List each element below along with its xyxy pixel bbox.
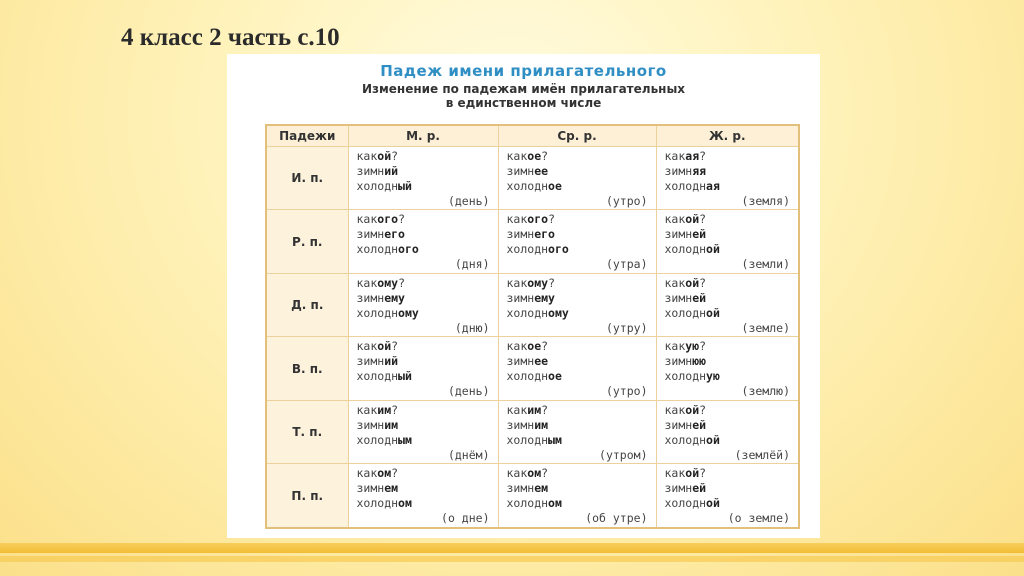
adjective-winter — [507, 227, 652, 242]
question-word — [665, 276, 795, 291]
word-ending: ой — [685, 275, 700, 290]
word-stem: холодн — [356, 369, 399, 384]
word-stem: зимн — [506, 290, 535, 305]
question-mark: ? — [548, 275, 555, 290]
adjective-cold — [507, 179, 652, 194]
adjective-cold — [507, 433, 652, 448]
word-stem: как — [664, 275, 686, 290]
word-ending: ый — [398, 369, 412, 384]
word-stem: как — [506, 339, 528, 354]
word-ending: ое — [527, 339, 542, 354]
word-stem: как — [506, 402, 528, 417]
word-stem: холодн — [506, 432, 549, 447]
adjective-winter — [665, 418, 795, 433]
cell-neut — [498, 400, 656, 463]
word-ending: ему — [534, 290, 555, 305]
example-noun: (земле) — [741, 320, 790, 335]
adjective-cold — [665, 433, 795, 448]
question-word — [357, 466, 494, 481]
example-noun: (утро) — [605, 194, 648, 208]
word-ending: ым — [398, 432, 412, 447]
word-stem: как — [356, 275, 378, 290]
example-noun: (днём) — [447, 447, 490, 462]
header-feminine: Ж. р. — [656, 125, 799, 147]
word-ending: ым — [548, 432, 562, 447]
word-ending: ой — [706, 242, 720, 257]
word-stem: зимн — [506, 481, 535, 496]
word-ending: ое — [527, 149, 542, 163]
table-row — [266, 400, 799, 463]
question-mark: ? — [391, 402, 399, 417]
word-stem: зимн — [356, 164, 385, 178]
word-stem: зимн — [506, 354, 535, 369]
cell-masc — [348, 147, 498, 210]
adjective-winter — [665, 227, 795, 242]
word-stem: холодн — [506, 242, 549, 257]
cell-masc — [348, 337, 498, 400]
word-stem: зимн — [356, 481, 385, 496]
question-mark: ? — [391, 339, 399, 354]
table-row — [266, 147, 799, 210]
word-ending: ый — [398, 179, 412, 193]
question-mark: ? — [398, 275, 405, 290]
word-stem: холодн — [506, 496, 549, 511]
question-mark: ? — [699, 466, 707, 481]
word-stem: холодн — [356, 179, 399, 193]
example-noun: (день) — [447, 384, 490, 399]
adjective-winter — [507, 481, 652, 496]
adjective-cold — [507, 369, 652, 384]
cell-fem — [656, 337, 799, 400]
adjective-cold — [507, 242, 652, 257]
word-ending: его — [384, 227, 405, 242]
example-noun: (дня) — [454, 257, 490, 272]
cell-masc — [348, 400, 498, 463]
cell-neut — [498, 147, 656, 210]
subheading-line-1: Изменение по падежам имён прилагательных — [361, 82, 686, 96]
question-word — [507, 276, 652, 291]
word-ending: ого — [548, 242, 569, 257]
adjective-winter — [665, 354, 795, 369]
word-ending: ей — [692, 290, 707, 305]
word-ending: ому — [398, 305, 419, 320]
adjective-winter — [507, 164, 652, 179]
header-row — [266, 125, 799, 147]
question-mark: ? — [541, 402, 549, 417]
word-ending: ая — [706, 179, 720, 193]
decorative-band — [0, 543, 1024, 553]
word-stem: как — [664, 212, 686, 227]
question-word — [507, 149, 652, 164]
question-mark: ? — [699, 402, 707, 417]
case-label: Р. п. — [266, 210, 348, 273]
word-ending: его — [534, 227, 555, 242]
word-stem: холодн — [664, 305, 707, 320]
word-stem: как — [356, 149, 378, 163]
word-ending: ой — [377, 339, 392, 354]
word-stem: зимн — [664, 354, 693, 369]
word-stem: холодн — [664, 496, 707, 511]
word-ending: ем — [384, 481, 399, 496]
word-stem: зимн — [664, 417, 693, 432]
word-stem: зимн — [356, 227, 385, 242]
example-noun: (утро) — [605, 384, 648, 399]
word-ending: им — [534, 417, 549, 432]
word-ending: ей — [692, 481, 707, 496]
adjective-winter — [357, 227, 494, 242]
cell-neut — [498, 210, 656, 273]
word-ending: ом — [398, 496, 412, 511]
word-stem: зимн — [356, 354, 385, 369]
question-word — [665, 212, 795, 227]
adjective-cold — [665, 306, 795, 321]
adjective-winter — [665, 291, 795, 306]
word-ending: ий — [384, 164, 399, 178]
example-noun: (землёй) — [734, 447, 790, 462]
table-heading: Падеж имени прилагательного — [380, 62, 667, 80]
word-stem: зимн — [506, 417, 535, 432]
word-ending: ой — [377, 149, 392, 163]
question-word — [665, 339, 795, 354]
question-word — [357, 403, 494, 418]
word-stem: как — [356, 212, 378, 227]
word-ending: ом — [377, 466, 392, 481]
word-ending: ую — [706, 369, 720, 384]
question-word — [357, 276, 494, 291]
word-ending: им — [527, 402, 542, 417]
adjective-cold — [357, 306, 494, 321]
cell-neut — [498, 273, 656, 336]
table-row — [266, 210, 799, 273]
word-ending: ого — [527, 212, 549, 227]
adjective-winter — [357, 164, 494, 179]
word-stem: холодн — [664, 179, 707, 193]
cell-masc — [348, 464, 498, 528]
question-word — [357, 149, 494, 164]
question-word — [665, 149, 795, 164]
word-stem: зимн — [356, 290, 385, 305]
adjective-cold — [665, 496, 795, 511]
word-ending: ему — [384, 290, 405, 305]
word-stem: как — [664, 402, 686, 417]
word-stem: как — [356, 339, 378, 354]
word-ending: ем — [534, 481, 549, 496]
word-stem: холодн — [356, 305, 399, 320]
slide-title: 4 класс 2 часть с.10 — [121, 24, 340, 51]
header-masculine: М. р. — [348, 125, 498, 147]
word-stem: холодн — [506, 179, 549, 193]
word-stem: зимн — [506, 164, 535, 178]
word-ending: ое — [548, 179, 562, 193]
question-word — [507, 403, 652, 418]
word-stem: холодн — [664, 242, 707, 257]
question-mark: ? — [398, 212, 405, 227]
word-ending: им — [384, 417, 399, 432]
word-ending: ом — [548, 496, 562, 511]
question-word — [507, 466, 652, 481]
header-cases: Падежи — [266, 125, 348, 147]
word-stem: холодн — [506, 369, 549, 384]
cell-masc — [348, 210, 498, 273]
word-stem: как — [506, 149, 528, 163]
adjective-winter — [665, 164, 795, 179]
word-ending: ой — [685, 212, 700, 227]
question-word — [507, 339, 652, 354]
word-stem: холодн — [664, 432, 707, 447]
word-ending: ого — [377, 212, 399, 227]
subheading-line-2: в единственном числе — [445, 96, 602, 110]
word-ending: ее — [534, 354, 549, 369]
example-noun: (земли) — [741, 257, 790, 272]
cell-neut — [498, 464, 656, 528]
adjective-cold — [357, 433, 494, 448]
question-mark: ? — [699, 339, 707, 354]
decorative-band-lower — [0, 556, 1024, 562]
adjective-cold — [665, 369, 795, 384]
word-stem: как — [664, 339, 686, 354]
word-ending: ому — [527, 275, 549, 290]
table-row — [266, 337, 799, 400]
adjective-cold — [357, 242, 494, 257]
adjective-cold — [665, 242, 795, 257]
word-ending: ей — [692, 227, 707, 242]
header-neuter: Ср. р. — [498, 125, 656, 147]
case-label: И. п. — [266, 147, 348, 210]
adjective-winter — [507, 354, 652, 369]
example-noun: (о земле) — [727, 511, 790, 526]
word-stem: как — [506, 212, 528, 227]
table-row — [266, 273, 799, 336]
word-stem: зимн — [664, 227, 693, 242]
adjective-winter — [507, 291, 652, 306]
word-ending: ое — [548, 369, 562, 384]
word-stem: как — [506, 466, 528, 481]
question-mark: ? — [699, 149, 707, 163]
word-ending: ее — [534, 164, 549, 178]
question-mark: ? — [541, 149, 549, 163]
word-ending: им — [377, 402, 392, 417]
word-stem: зимн — [664, 290, 693, 305]
example-noun: (утра) — [605, 257, 648, 272]
word-stem: как — [506, 275, 528, 290]
question-word — [665, 466, 795, 481]
example-noun: (о дне) — [441, 511, 490, 526]
example-noun: (об утре) — [585, 511, 648, 526]
cell-fem — [656, 464, 799, 528]
cell-fem — [656, 400, 799, 463]
question-word — [357, 212, 494, 227]
question-mark: ? — [699, 275, 707, 290]
cell-masc — [348, 273, 498, 336]
word-stem: как — [664, 466, 686, 481]
table-row — [266, 464, 799, 528]
word-stem: зимн — [506, 227, 535, 242]
word-ending: ому — [548, 305, 569, 320]
question-mark: ? — [541, 466, 549, 481]
word-ending: ому — [377, 275, 399, 290]
adjective-cold — [507, 496, 652, 511]
adjective-winter — [507, 418, 652, 433]
word-stem: как — [664, 149, 686, 163]
word-stem: как — [356, 466, 378, 481]
cell-fem — [656, 273, 799, 336]
word-ending: ей — [692, 417, 707, 432]
cell-fem — [656, 210, 799, 273]
word-ending: юю — [692, 354, 707, 369]
word-stem: холодн — [356, 432, 399, 447]
question-word — [507, 212, 652, 227]
word-stem: холодн — [356, 242, 399, 257]
question-mark: ? — [541, 339, 549, 354]
question-word — [357, 339, 494, 354]
declension-table — [265, 124, 800, 529]
adjective-cold — [665, 179, 795, 194]
adjective-cold — [357, 496, 494, 511]
textbook-image — [227, 54, 820, 538]
case-label: П. п. — [266, 464, 348, 528]
example-noun: (земля) — [741, 194, 790, 208]
question-mark: ? — [548, 212, 555, 227]
question-mark: ? — [391, 466, 399, 481]
question-word — [665, 403, 795, 418]
adjective-cold — [507, 306, 652, 321]
word-stem: холодн — [506, 305, 549, 320]
cell-neut — [498, 337, 656, 400]
word-ending: ой — [685, 402, 700, 417]
word-ending: ого — [398, 242, 419, 257]
word-stem: как — [356, 402, 378, 417]
adjective-cold — [357, 369, 494, 384]
word-ending: ой — [685, 466, 700, 481]
case-label: Д. п. — [266, 273, 348, 336]
word-ending: ой — [706, 432, 720, 447]
adjective-winter — [357, 418, 494, 433]
example-noun: (дню) — [454, 320, 490, 335]
word-stem: холодн — [664, 369, 707, 384]
word-ending: ий — [384, 354, 399, 369]
word-stem: зимн — [664, 164, 693, 178]
word-stem: зимн — [356, 417, 385, 432]
word-ending: яя — [692, 164, 707, 178]
cell-fem — [656, 147, 799, 210]
adjective-cold — [357, 179, 494, 194]
example-noun: (утром) — [599, 447, 648, 462]
adjective-winter — [665, 481, 795, 496]
adjective-winter — [357, 354, 494, 369]
adjective-winter — [357, 291, 494, 306]
word-ending: ой — [706, 496, 720, 511]
word-ending: ая — [685, 149, 700, 163]
question-mark: ? — [699, 212, 707, 227]
word-stem: зимн — [664, 481, 693, 496]
example-noun: (утру) — [605, 320, 648, 335]
table-subheading — [227, 82, 820, 110]
adjective-winter — [357, 481, 494, 496]
word-stem: холодн — [356, 496, 399, 511]
case-label: Т. п. — [266, 400, 348, 463]
question-mark: ? — [391, 149, 399, 163]
word-ending: ую — [685, 339, 700, 354]
case-label: В. п. — [266, 337, 348, 400]
example-noun: (землю) — [741, 384, 790, 399]
example-noun: (день) — [447, 194, 490, 208]
word-ending: ой — [706, 305, 720, 320]
word-ending: ом — [527, 466, 542, 481]
